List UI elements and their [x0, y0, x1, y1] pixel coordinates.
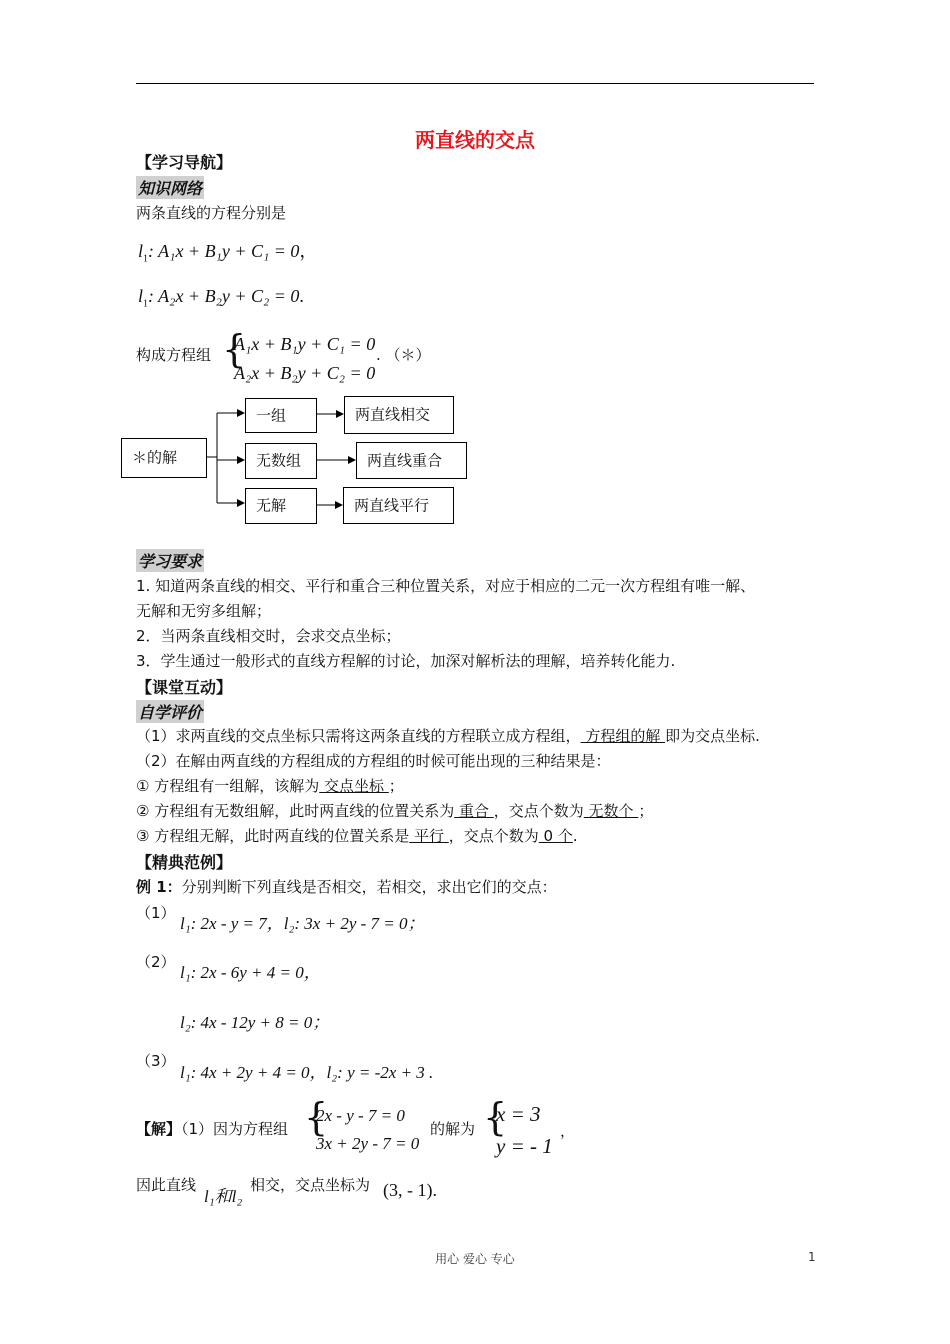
diagram-branch-many-label: 无数组 [256, 451, 302, 470]
self-item-2: （2）在解由两直线的方程组成的方程组的时候可能出现的三种结果是： [136, 752, 611, 770]
self-item-3-text: ① 方程组有一组解，该解为 [136, 777, 320, 795]
solution-label: 【解】 [136, 1120, 182, 1138]
equation-line-2-tail: . [299, 286, 304, 306]
self-item-1-tail: 即为交点坐标. [665, 727, 760, 745]
equation-line-1-body: : A₁x + B₁y + C₁ = 0 [148, 241, 300, 261]
solution-intro [136, 1118, 288, 1139]
page-number: 1 [808, 1250, 816, 1264]
diagram-result-intersect-label: 两直线相交 [355, 405, 431, 424]
subheading-self-assessment: 自学评价 [136, 700, 204, 723]
diagram-result-coincide-box [356, 442, 467, 479]
diagram-branch-one-box [245, 398, 317, 433]
diagram-result-parallel-label: 两直线平行 [354, 496, 430, 514]
equation-line-1-tail: ， [299, 241, 318, 261]
diagram-root-label: ＊的解 [132, 448, 178, 467]
section-heading-examples: 【精典范例】 [136, 853, 233, 872]
self-item-4-text: ② 方程组有无数组解，此时两直线的位置关系为 [136, 802, 455, 820]
diagram-result-parallel-box [343, 487, 454, 524]
self-item-3-answer: 交点坐标 [319, 777, 389, 795]
diagram-branch-many-box [245, 443, 317, 479]
self-item-5-tail: . [572, 827, 578, 845]
self-item-3-tail: ； [388, 777, 404, 795]
solution-tail: ， [560, 1122, 576, 1140]
diagram-branch-none-box [245, 488, 317, 524]
system-suffix: . （＊） [376, 346, 431, 364]
requirement-1-line-1: 1. 知道两条直线的相交、平行和重合三种位置关系，对应于相应的二元一次方程组有唯一解、 [136, 577, 756, 595]
solution-system-row-1: 2x - y - 7 = 0 [316, 1106, 405, 1125]
self-item-5-middle: ，交点个数为 [448, 827, 539, 845]
equation-line-2-label: l [138, 286, 144, 306]
conclusion-prefix: 因此直线 [136, 1176, 197, 1194]
solution-system-row-2: 3x + 2y - 7 = 0 [316, 1134, 420, 1153]
example-1-text: 分别判断下列直线是否相交，若相交，求出它们的交点： [181, 878, 557, 896]
problem-2-equation-2: l₂: 4x - 12y + 8 = 0； [180, 1013, 330, 1032]
self-item-4-answer-2: 无数个 [583, 802, 639, 820]
solution-middle: 的解为 [430, 1120, 476, 1138]
problem-1-number: （1） [136, 904, 176, 922]
solution-answer-y: y = - 1 [496, 1134, 553, 1158]
self-item-5-text: ③ 方程组无解，此时两直线的位置关系是 [136, 827, 410, 845]
example-1-label: 例 1： [136, 878, 182, 896]
problem-3-number: （3） [136, 1052, 176, 1070]
system-row-2: A₂x + B₂y + C₂ = 0 [234, 363, 376, 383]
solution-system-brace: { [304, 1095, 329, 1139]
system-row-1: A₁x + B₁y + C₁ = 0 [234, 334, 376, 354]
conclusion-lines: l₁和l₂ [204, 1187, 243, 1206]
equation-line-1-subscript: 1 [143, 253, 149, 265]
self-item-3 [136, 775, 404, 796]
conclusion-middle: 相交，交点坐标为 [250, 1176, 371, 1194]
section-heading-guide: 【学习导航】 [136, 153, 233, 172]
problem-2-equation-1: l₁: 2x - 6y + 4 = 0， [180, 963, 321, 982]
self-item-4-middle: ，交点个数为 [493, 802, 584, 820]
solution-answer-brace: { [483, 1095, 508, 1139]
subheading-network: 知识网络 [136, 176, 204, 199]
problem-3-equations: l₁: 4x + 2y + 4 = 0，l₂: y = -2x + 3 . [180, 1063, 434, 1082]
equation-line-1-label: l [138, 241, 144, 261]
self-item-1-answer: 方程组的解 [580, 727, 666, 745]
self-item-1 [136, 725, 760, 746]
conclusion-point: (3, - 1). [383, 1180, 437, 1200]
diagram-branch-none-label: 无解 [256, 496, 287, 515]
page-title: 两直线的交点 [415, 128, 535, 152]
self-item-1-text: （1）求两直线的交点坐标只需将这两条直线的方程联立成方程组， [136, 727, 581, 745]
equation-line-2-body: : A₂x + B₂y + C₂ = 0 [148, 286, 300, 306]
self-item-4-answer-1: 重合 [454, 802, 494, 820]
equation-line-2-subscript: 1 [143, 298, 149, 310]
requirement-3: 3．学生通过一般形式的直线方程解的讨论，加深对解析法的理解，培养转化能力. [136, 652, 676, 670]
diagram-result-intersect-box [344, 396, 454, 434]
footer-text: 用心 爱心 专心 [435, 1252, 515, 1266]
problem-1-equations: l₁: 2x - y = 7，l₂: 3x + 2y - 7 = 0； [180, 914, 425, 933]
self-item-5 [136, 825, 578, 846]
example-1-heading [136, 876, 557, 897]
requirement-1-line-2: 无解和无穷多组解； [136, 602, 272, 620]
diagram-branch-one-label: 一组 [256, 406, 287, 424]
self-item-5-answer-2: 0 个 [538, 827, 573, 845]
intro-text: 两条直线的方程分别是 [136, 204, 287, 222]
system-brace: { [222, 327, 247, 371]
system-prefix: 构成方程组 [136, 346, 212, 364]
subheading-requirements: 学习要求 [136, 549, 204, 572]
self-item-5-answer-1: 平行 [409, 827, 449, 845]
requirement-2: 2．当两条直线相交时，会求交点坐标； [136, 627, 401, 645]
problem-2-number: （2） [136, 953, 176, 971]
self-item-4 [136, 800, 653, 821]
solution-answer-x: x = 3 [496, 1102, 541, 1126]
diagram-result-coincide-label: 两直线重合 [367, 451, 443, 469]
section-heading-interaction: 【课堂互动】 [136, 678, 233, 697]
solution-text: （1）因为方程组 [181, 1120, 289, 1138]
diagram-root-box [121, 438, 207, 478]
self-item-4-tail: ； [638, 802, 654, 820]
